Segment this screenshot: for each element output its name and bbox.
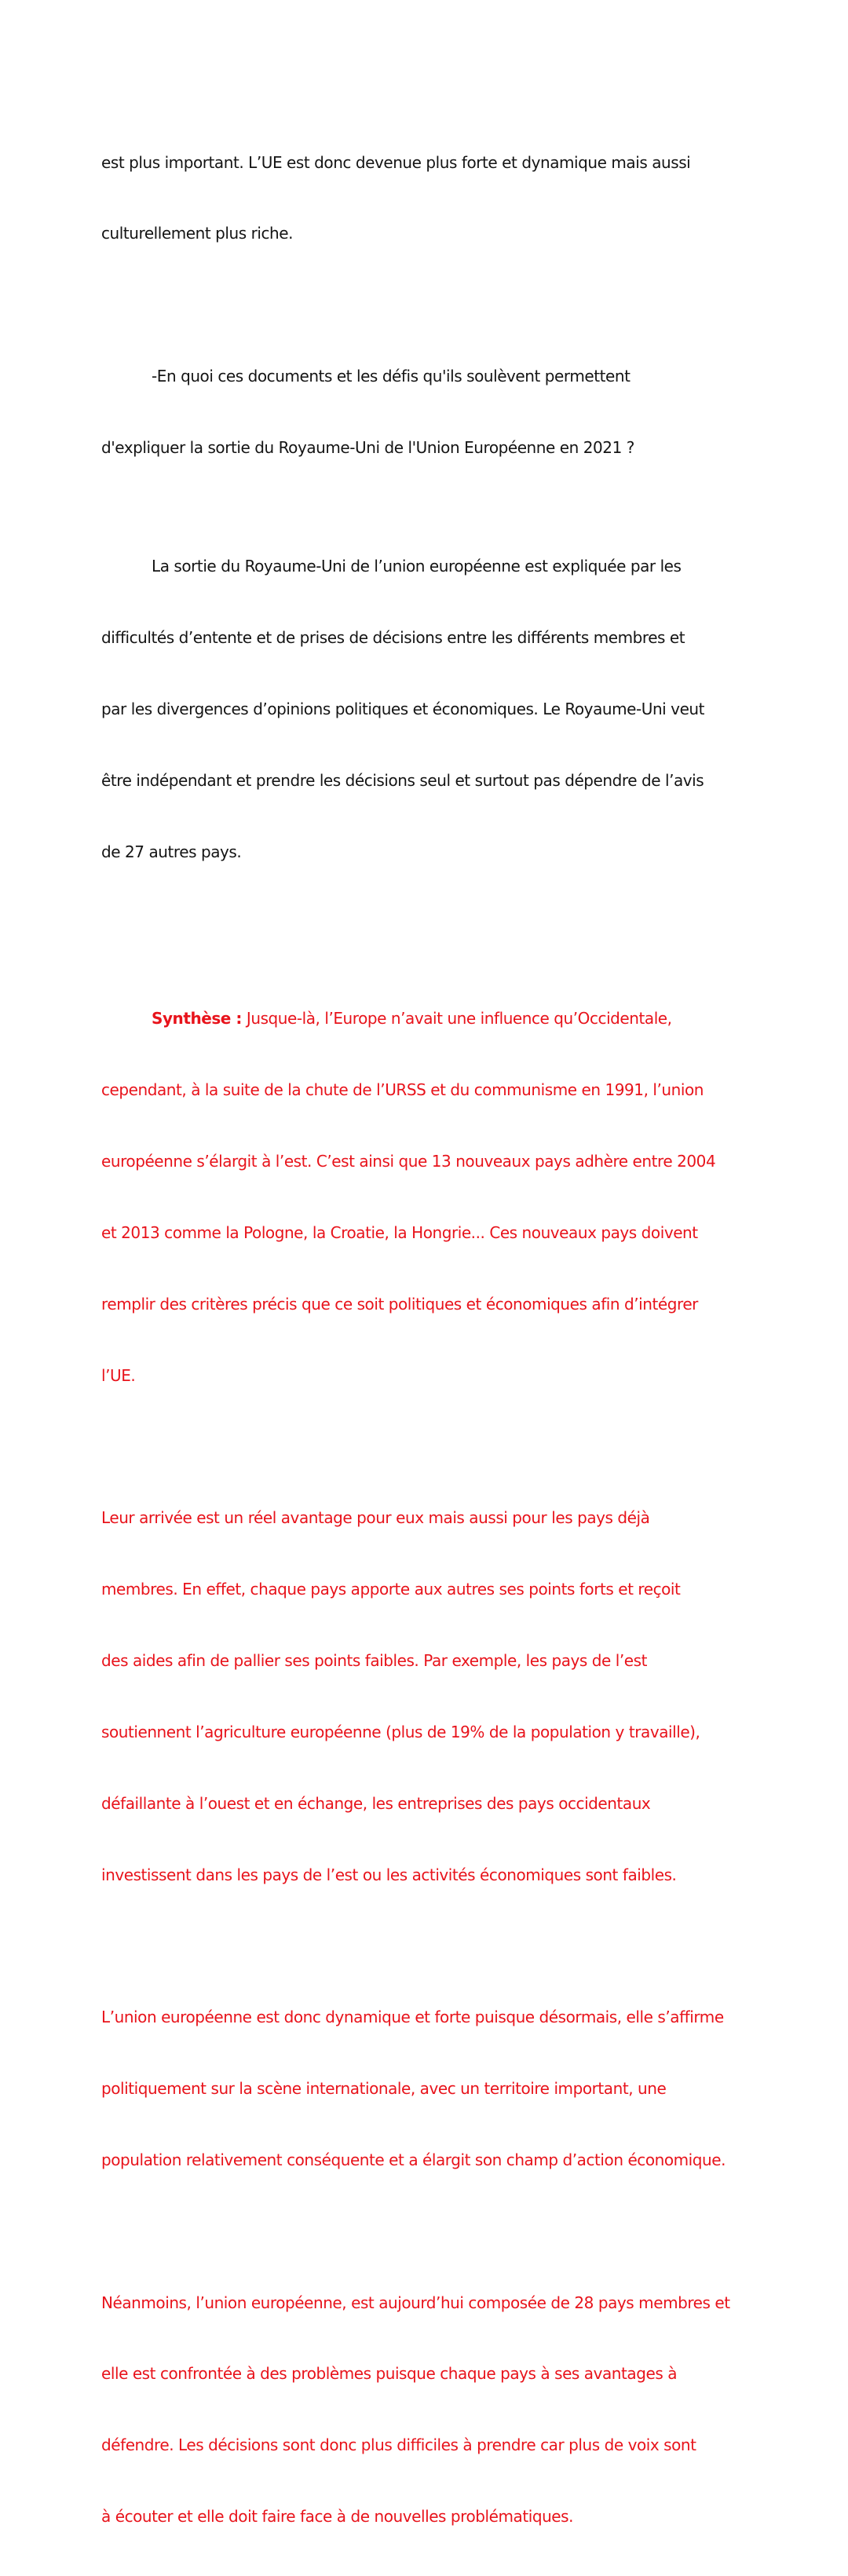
dynamism-paragraph [101,1958,753,2220]
question-line: -En quoi ces documents et les défis qu'ils soulèvent permettent [152,366,631,385]
answer-line: difficultés d’entente et de prises de décisions entre les différents membres et [101,628,685,648]
question-paragraph [101,316,753,506]
text-line: politiquement sur la scène internationale, avec un territoire important, une [101,2079,667,2099]
challenges-paragraph [101,2243,753,2576]
text-line: Néanmoins, l’union européenne, est aujourd’hui composée de 28 pays membres et [101,2293,730,2312]
synthesis-label: Synthèse : [152,1009,242,1029]
synthesis-line: cependant, à la suite de la chute de l’URSS et du communisme en 1991, l’union [101,1080,704,1100]
synthesis-line: européenne s’élargit à l’est. C’est ainsi que 13 nouveaux pays adhère entre 2004 [101,1152,716,1171]
text-line: est plus important. L’UE est donc devenue plus forte et dynamique mais aussi [101,152,691,172]
synthesis-line: et 2013 comme la Pologne, la Croatie, la Hongrie... Ces nouveaux pays doivent [101,1223,698,1243]
text-line: Leur arrivée est un réel avantage pour eux mais aussi pour les pays déjà [101,1508,650,1528]
text-line: population relativement conséquente et a élargit son champ d’action économique. [101,2150,726,2170]
paragraph-spacer [101,1935,753,1958]
answer-line: de 27 autres pays. [101,842,242,861]
text-line: membres. En effet, chaque pays apporte aux autres ses points forts et reçoit [101,1580,681,1599]
text-line: investissent dans les pays de l’est ou les activités économiques sont faibles. [101,1865,677,1884]
synthesis-first-line-text: Jusque-là, l’Europe n’avait une influence qu’Occidentale, [241,1009,672,1029]
answer-line: par les divergences d’opinions politiques et économiques. Le Royaume-Uni veut [101,700,705,719]
paragraph-spacer [101,912,753,959]
text-line: défaillante à l’ouest et en échange, les entreprises des pays occidentaux [101,1793,651,1813]
paragraph-spacer [101,293,753,316]
answer-paragraph [101,507,753,912]
document-page [101,103,753,2576]
synthesis-line: remplir des critères précis que ce soit politiques et économiques afin d’intégrer [101,1294,698,1314]
paragraph-spacer [101,1435,753,1459]
synthesis-line: l’UE. [101,1365,136,1385]
text-line: culturellement plus riche. [101,224,294,243]
answer-line: être indépendant et prendre les décisions seul et surtout pas dépendre de l’avis [101,771,704,791]
text-line: soutiennent l’agriculture européenne (plus de 19% de la population y travaille), [101,1723,700,1741]
synthesis-paragraph [101,959,753,1435]
synthesis-first-line [101,1007,753,1030]
text-line: à écouter et elle doit faire face à de nouvelles problématiques. [101,2507,574,2527]
text-line: défendre. Les décisions sont donc plus difficiles à prendre car plus de voix sont [101,2435,696,2455]
advantages-paragraph [101,1459,753,1935]
paragraph-spacer [101,2220,753,2243]
question-line: d'expliquer la sortie du Royaume-Uni de l'Union Européenne en 2021 ? [101,437,634,457]
answer-line: La sortie du Royaume-Uni de l’union européenne est expliquée par les [152,557,682,576]
text-line: L’union européenne est donc dynamique et forte puisque désormais, elle s’affirme [101,2008,724,2027]
text-line: des aides afin de pallier ses points faibles. Par exemple, les pays de l’est [101,1651,648,1671]
text-line: elle est confrontée à des problèmes puisque chaque pays à ses avantages à [101,2364,678,2384]
intro-paragraph [101,103,753,293]
